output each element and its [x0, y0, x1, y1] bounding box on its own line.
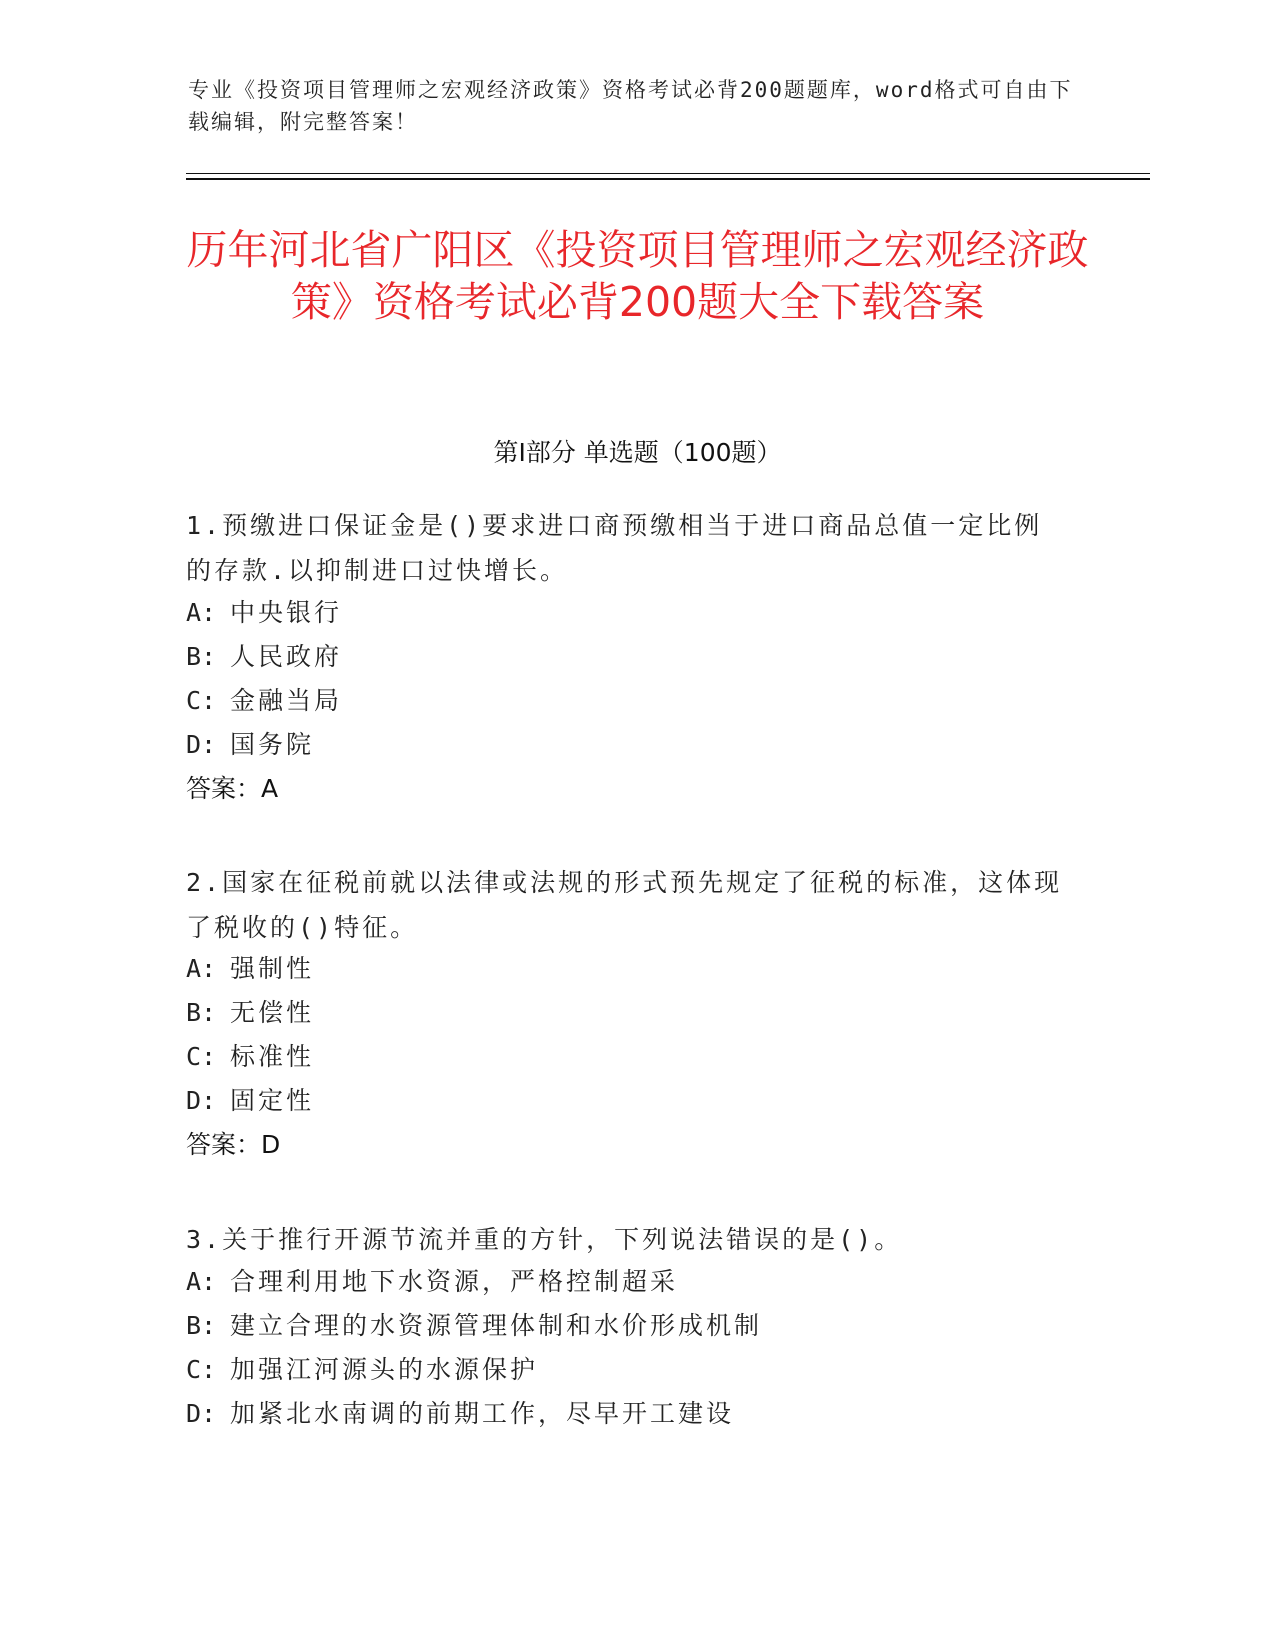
option-letter: B: — [186, 1311, 217, 1340]
option-text: 金融当局 — [230, 686, 343, 715]
option-text: 国务院 — [230, 730, 315, 759]
document-title: 历年河北省广阳区《投资项目管理师之宏观经济政策》资格考试必背200题大全下载答案 — [186, 226, 1089, 326]
question-1-option-c — [186, 684, 1066, 718]
answer-label: 答案： — [186, 774, 262, 803]
question-2-option-d — [186, 1084, 1066, 1118]
option-text: 加强江河源头的水源保护 — [230, 1355, 539, 1384]
question-3-option-b — [186, 1309, 1066, 1343]
option-text: 人民政府 — [230, 642, 343, 671]
question-1-text: 1.预缴进口保证金是()要求进口商预缴相当于进口商品总值一定比例的存款.以抑制进口过快增长。 — [186, 511, 1043, 585]
header-divider-thin — [186, 173, 1150, 174]
question-3-option-d — [186, 1397, 1066, 1431]
section-title: 第I部分 单选题（100题） — [493, 438, 782, 467]
option-letter: D: — [186, 1399, 217, 1428]
option-text: 强制性 — [230, 954, 315, 983]
option-text: 建立合理的水资源管理体制和水价形成机制 — [230, 1311, 763, 1340]
option-text: 标准性 — [230, 1042, 315, 1071]
question-3-text: 3.关于推行开源节流并重的方针，下列说法错误的是()。 — [186, 1225, 903, 1254]
question-3-option-c — [186, 1353, 1066, 1387]
question-1-option-b — [186, 640, 1066, 674]
option-letter: B: — [186, 642, 217, 671]
question-2-text: 2.国家在征税前就以法律或法规的形式预先规定了征税的标准，这体现了税收的()特征。 — [186, 868, 1063, 942]
option-letter: A: — [186, 954, 217, 983]
option-text: 中央银行 — [230, 598, 343, 627]
question-2-option-c — [186, 1040, 1066, 1074]
answer-value: D — [261, 1130, 281, 1159]
question-2-option-b — [186, 996, 1066, 1030]
option-text: 无偿性 — [230, 998, 315, 1027]
option-letter: D: — [186, 1086, 217, 1115]
question-1-option-a — [186, 596, 1066, 630]
option-text: 固定性 — [230, 1086, 315, 1115]
question-1-answer — [186, 772, 278, 806]
header-divider-thick — [186, 178, 1150, 180]
option-letter: B: — [186, 998, 217, 1027]
question-2-answer — [186, 1128, 280, 1162]
option-letter: D: — [186, 730, 217, 759]
answer-value: A — [261, 774, 279, 803]
option-text: 合理利用地下水资源，严格控制超采 — [230, 1267, 679, 1296]
question-1-option-d — [186, 728, 1066, 762]
option-letter: A: — [186, 1267, 217, 1296]
option-letter: C: — [186, 1355, 217, 1384]
option-letter: A: — [186, 598, 217, 627]
question-3-option-a — [186, 1265, 1066, 1299]
option-letter: C: — [186, 1042, 217, 1071]
answer-label: 答案： — [186, 1130, 262, 1159]
option-text: 加紧北水南调的前期工作，尽早开工建设 — [230, 1399, 735, 1428]
header-note: 专业《投资项目管理师之宏观经济政策》资格考试必背200题题库，word格式可自由下载编辑，附完整答案！ — [188, 78, 1073, 134]
option-letter: C: — [186, 686, 217, 715]
question-2-option-a — [186, 952, 1066, 986]
